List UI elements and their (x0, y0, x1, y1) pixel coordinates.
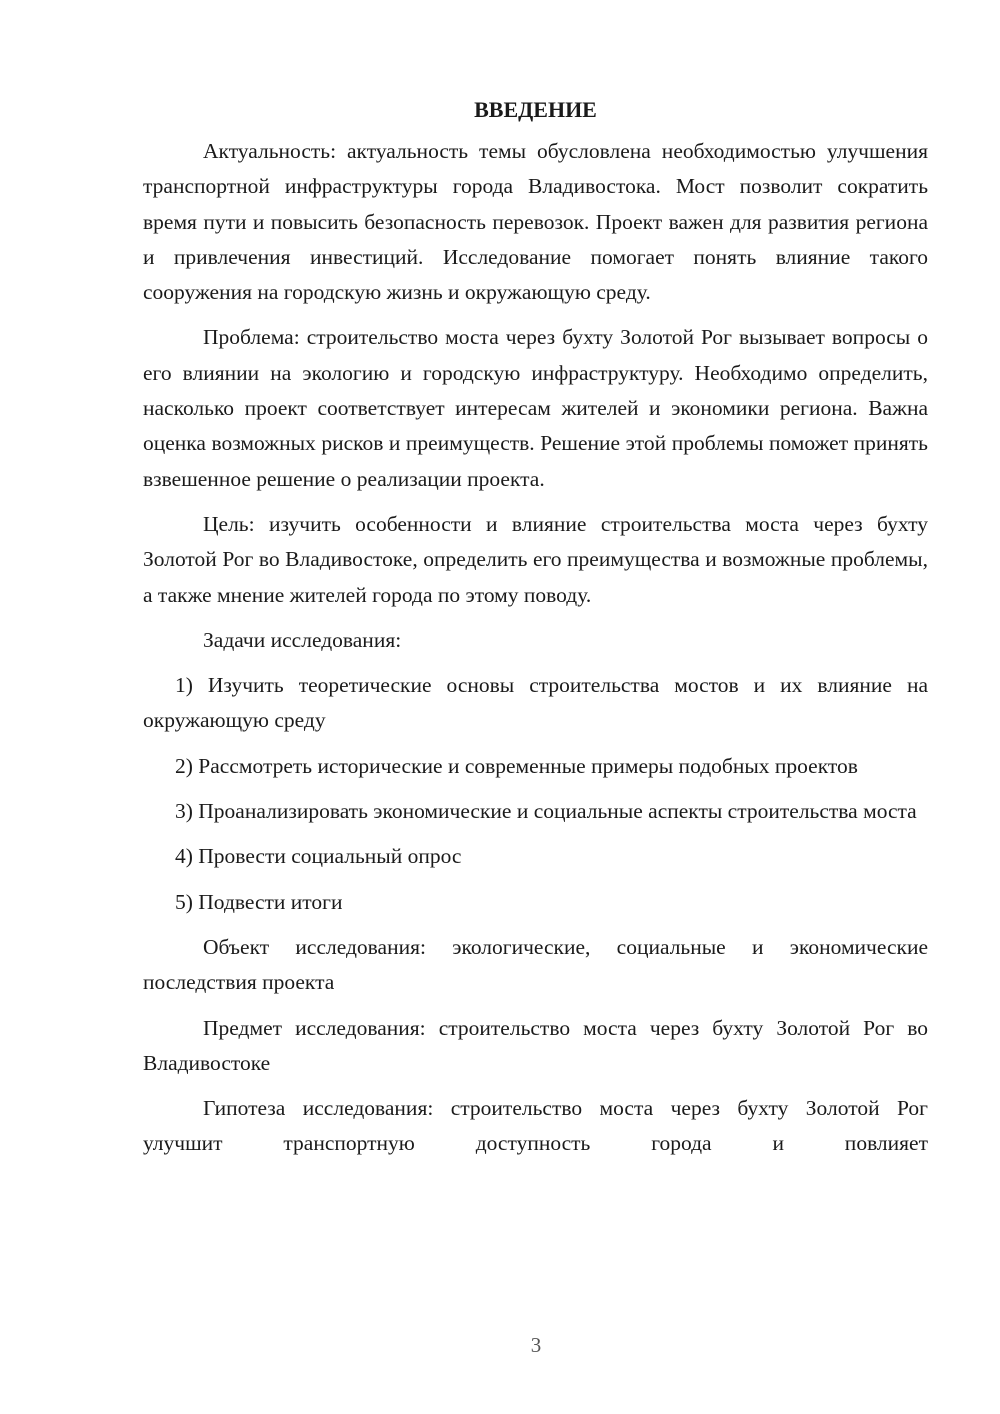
tasks-heading: Задачи исследования: (203, 627, 402, 652)
paragraph-relevance: Актуальность: актуальность темы обусловлена необходимостью улучшения транспортной инфраструктуры города Владивостока. Мост позволит сократить время пути и повысить безопасность перевозок. Проект важен для развития региона и привлечения инвестиций. Исследование помогает понять влияние такого сооружения на городскую жизнь и окружающую среду. (143, 139, 928, 305)
task-item-3: 3) Проанализировать экономические и социальные аспекты строительства моста (175, 799, 917, 824)
paragraph-object: Объект исследования: экологические, социальные и экономические последствия проекта (143, 934, 928, 995)
section-title: ВВЕДЕНИЕ (474, 97, 597, 122)
paragraph-subject: Предмет исследования: строительство моста через бухту Золотой Рог во Владивостоке (143, 1015, 928, 1075)
paragraph-problem: Проблема: строительство моста через бухту Золотой Рог вызывает вопросы о его влиянии на экологию и городскую инфраструктуру. Необходимо определить, насколько проект соответствует интересам жителей и экономики региона. Важна оценка возможных рисков и преимуществ. Решение этой проблемы поможет принять взвешенное решение о реализации проекта. (143, 325, 928, 491)
page-number: 3 (530, 1333, 542, 1357)
task-item-1: 1) Изучить теоретические основы строительства мостов и их влияние на окружающую среду (143, 673, 928, 733)
document-page (143, 92, 928, 1172)
paragraph-hypothesis: Гипотеза исследования: строительство моста через бухту Золотой Рог улучшит транспортную доступность города и повлияет (143, 1096, 928, 1156)
task-item-4: 4) Провести социальный опрос (175, 844, 462, 869)
paragraph-goal: Цель: изучить особенности и влияние строительства моста через бухту Золотой Рог во Владивостоке, определить его преимущества и возможные проблемы, а также мнение жителей города по этому поводу. (143, 511, 928, 607)
task-item-2: 2) Рассмотреть исторические и современные примеры подобных проектов (175, 753, 858, 778)
task-item-5: 5) Подвести итоги (175, 889, 343, 914)
